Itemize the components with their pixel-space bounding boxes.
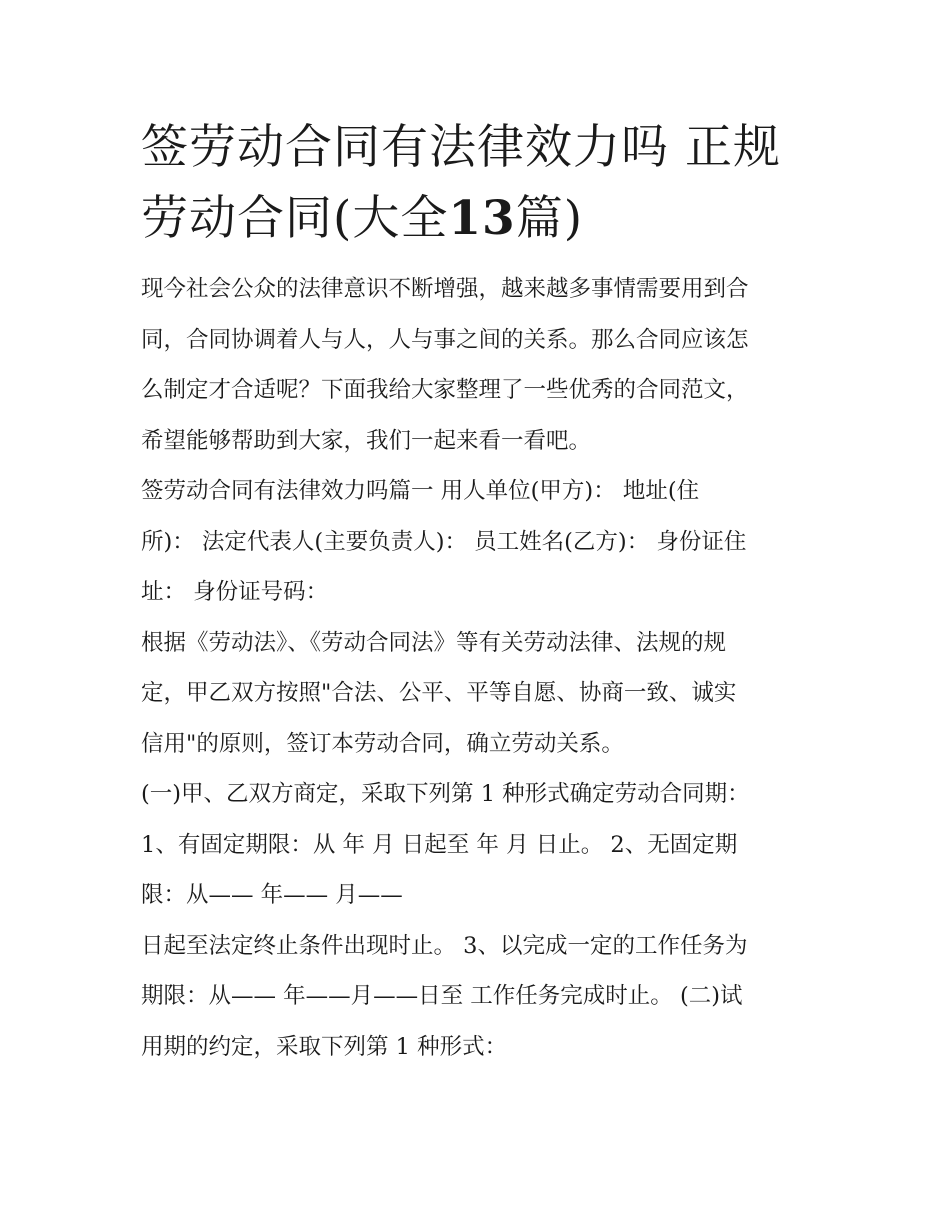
paragraph-line: 用期的约定，采取下列第 1 种形式： xyxy=(141,1033,508,1060)
document-title xyxy=(141,112,821,254)
document-page xyxy=(141,112,821,1072)
paragraph-line: 1、有固定期限：从 年 月 日起至 年 月 日止。 2、无固定期 xyxy=(141,831,738,858)
legal-basis-paragraph xyxy=(141,618,821,770)
paragraph-line: 签劳动合同有法律效力吗篇一 用人单位(甲方)： 地址(住 xyxy=(141,478,700,504)
paragraph-line: 根据《劳动法》、《劳动合同法》等有关劳动法律、法规的规 xyxy=(141,629,727,656)
paragraph-line: 信用"的原则，签订本劳动合同，确立劳动关系。 xyxy=(141,730,624,757)
paragraph-line: (一)甲、乙双方商定，采取下列第 1 种形式确定劳动合同期： xyxy=(141,781,750,807)
title-count: 13 xyxy=(448,191,516,246)
paragraph-line: 日起至法定终止条件出现时止。 3、以完成一定的工作任务为 xyxy=(141,932,748,959)
intro-paragraph xyxy=(141,264,821,466)
paragraph-line: 期限：从—— 年——月——日至 工作任务完成时止。 (二)试 xyxy=(141,983,743,1009)
contract-term-paragraph xyxy=(141,769,821,921)
probation-paragraph xyxy=(141,921,821,1073)
paragraph-line: 址： 身份证号码： xyxy=(141,579,329,605)
title-line-2-text: 劳动合同(大全 xyxy=(141,191,449,246)
paragraph-line: 希望能够帮助到大家，我们一起来看一看吧。 xyxy=(141,427,592,454)
paragraph-line: 同，合同协调着人与人，人与事之间的关系。那么合同应该怎 xyxy=(141,326,749,353)
paragraph-line: 定，甲乙双方按照"合法、公平、平等自愿、协商一致、诚实 xyxy=(141,680,737,706)
contract-parties-paragraph xyxy=(141,466,821,618)
title-line-2-suffix: 篇) xyxy=(515,191,584,246)
paragraph-line: 限：从—— 年—— 月—— xyxy=(141,882,403,908)
paragraph-line: 所)： 法定代表人(主要负责人)： 员工姓名(乙方)： 身份证住 xyxy=(141,528,747,555)
paragraph-line: 现今社会公众的法律意识不断增强，越来越多事情需要用到合 xyxy=(141,276,749,302)
title-line-2 xyxy=(141,183,821,254)
paragraph-line: 么制定才合适呢？下面我给大家整理了一些优秀的合同范文， xyxy=(141,377,749,403)
title-line-1: 签劳动合同有法律效力吗 正规 xyxy=(141,120,781,175)
